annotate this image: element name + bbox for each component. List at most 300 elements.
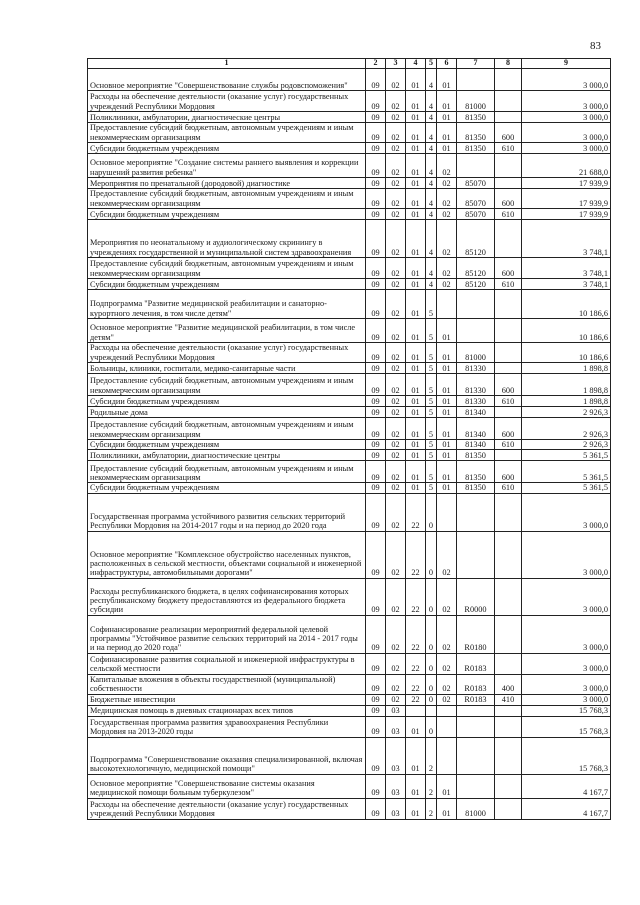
code-activity: 01 bbox=[437, 774, 457, 798]
code-subsection: 02 bbox=[386, 69, 406, 91]
code-subsection: 02 bbox=[386, 343, 406, 363]
code-expense-type bbox=[495, 178, 522, 189]
row-name: Основное мероприятие "Развитие медицинской реабилитации, в том числе детям" bbox=[88, 319, 366, 343]
code-activity: 01 bbox=[437, 396, 457, 407]
code-subprogram: 4 bbox=[426, 220, 437, 258]
code-expense-type: 610 bbox=[495, 483, 522, 493]
code-expense-type bbox=[495, 69, 522, 91]
code-expense-type: 600 bbox=[495, 123, 522, 143]
code-subsection: 02 bbox=[386, 407, 406, 418]
code-program bbox=[406, 705, 426, 716]
code-activity: 01 bbox=[437, 483, 457, 493]
code-activity bbox=[437, 705, 457, 716]
row-amount: 5 361,5 bbox=[522, 450, 611, 461]
code-subprogram: 4 bbox=[426, 123, 437, 143]
code-activity: 02 bbox=[437, 653, 457, 674]
code-subsection: 03 bbox=[386, 798, 406, 819]
code-subprogram: 4 bbox=[426, 112, 437, 123]
code-program: 22 bbox=[406, 578, 426, 615]
code-expense-type: 610 bbox=[495, 396, 522, 407]
code-section: 09 bbox=[366, 674, 386, 694]
code-section: 09 bbox=[366, 374, 386, 396]
row-amount: 3 000,0 bbox=[522, 694, 611, 705]
row-name: Предоставление субсидий бюджетным, автономным учреждениям и иным некоммерческим организациям bbox=[88, 189, 366, 209]
row-name: Расходы республиканского бюджета, в целях софинансирования которых республиканскому бюджету предоставляются из федерального бюджета субсидии bbox=[88, 578, 366, 615]
row-name: Основное мероприятие "Совершенствование системы оказания медицинской помощи больным туберкулезом" bbox=[88, 774, 366, 798]
code-direction bbox=[457, 493, 495, 531]
code-section: 09 bbox=[366, 694, 386, 705]
code-subprogram: 5 bbox=[426, 450, 437, 461]
code-activity bbox=[437, 290, 457, 319]
code-section: 09 bbox=[366, 531, 386, 578]
table-row bbox=[88, 705, 611, 716]
code-direction: 81330 bbox=[457, 374, 495, 396]
code-subprogram: 4 bbox=[426, 279, 437, 290]
code-section: 09 bbox=[366, 343, 386, 363]
code-direction bbox=[457, 319, 495, 343]
code-program: 01 bbox=[406, 290, 426, 319]
code-subprogram: 5 bbox=[426, 319, 437, 343]
code-section: 09 bbox=[366, 258, 386, 279]
code-activity: 02 bbox=[437, 674, 457, 694]
table-row bbox=[88, 694, 611, 705]
row-amount: 5 361,5 bbox=[522, 483, 611, 493]
code-section: 09 bbox=[366, 418, 386, 440]
code-activity: 01 bbox=[437, 343, 457, 363]
code-subsection: 02 bbox=[386, 290, 406, 319]
code-direction: 85120 bbox=[457, 279, 495, 290]
code-activity: 02 bbox=[437, 189, 457, 209]
code-subprogram: 0 bbox=[426, 674, 437, 694]
code-program: 22 bbox=[406, 531, 426, 578]
code-subprogram: 0 bbox=[426, 615, 437, 653]
row-amount: 10 186,6 bbox=[522, 290, 611, 319]
code-section: 09 bbox=[366, 123, 386, 143]
row-amount: 15 768,3 bbox=[522, 705, 611, 716]
code-activity: 02 bbox=[437, 258, 457, 279]
row-name: Больницы, клиники, госпитали, медико-санитарные части bbox=[88, 363, 366, 374]
row-name: Мероприятия по пренатальной (дородовой) диагностике bbox=[88, 178, 366, 189]
code-section: 09 bbox=[366, 209, 386, 220]
code-expense-type bbox=[495, 290, 522, 319]
code-expense-type: 610 bbox=[495, 209, 522, 220]
code-section: 09 bbox=[366, 493, 386, 531]
code-activity: 02 bbox=[437, 154, 457, 178]
row-amount: 3 000,0 bbox=[522, 674, 611, 694]
code-subprogram: 0 bbox=[426, 694, 437, 705]
code-subprogram: 0 bbox=[426, 716, 437, 737]
header-row bbox=[88, 59, 611, 69]
table-row bbox=[88, 396, 611, 407]
row-name: Основное мероприятие "Совершенствование службы родовспоможения" bbox=[88, 69, 366, 91]
code-direction: 81000 bbox=[457, 91, 495, 112]
table-row bbox=[88, 363, 611, 374]
code-expense-type: 600 bbox=[495, 461, 522, 483]
code-direction: 81000 bbox=[457, 798, 495, 819]
row-amount: 3 748,1 bbox=[522, 258, 611, 279]
row-name: Родильные дома bbox=[88, 407, 366, 418]
row-amount: 15 768,3 bbox=[522, 737, 611, 774]
table-row bbox=[88, 220, 611, 258]
code-subprogram: 4 bbox=[426, 154, 437, 178]
code-activity: 02 bbox=[437, 694, 457, 705]
code-expense-type bbox=[495, 578, 522, 615]
code-subsection: 03 bbox=[386, 774, 406, 798]
column-header: 7 bbox=[457, 59, 495, 69]
code-section: 09 bbox=[366, 450, 386, 461]
code-expense-type bbox=[495, 154, 522, 178]
column-header: 9 bbox=[522, 59, 611, 69]
table-row bbox=[88, 483, 611, 493]
row-name: Предоставление субсидий бюджетным, автономным учреждениям и иным некоммерческим организациям bbox=[88, 374, 366, 396]
code-subsection: 02 bbox=[386, 279, 406, 290]
code-section: 09 bbox=[366, 440, 386, 450]
code-subprogram: 5 bbox=[426, 483, 437, 493]
code-direction: 81340 bbox=[457, 440, 495, 450]
code-expense-type: 610 bbox=[495, 279, 522, 290]
code-program: 01 bbox=[406, 319, 426, 343]
table-row bbox=[88, 290, 611, 319]
code-direction: R0183 bbox=[457, 653, 495, 674]
row-name: Расходы на обеспечение деятельности (оказание услуг) государственных учреждений Республики Мордовия bbox=[88, 91, 366, 112]
code-program: 01 bbox=[406, 123, 426, 143]
code-expense-type bbox=[495, 774, 522, 798]
code-program: 01 bbox=[406, 418, 426, 440]
row-amount: 1 898,8 bbox=[522, 396, 611, 407]
row-amount: 3 000,0 bbox=[522, 69, 611, 91]
code-subsection: 02 bbox=[386, 694, 406, 705]
code-activity bbox=[437, 716, 457, 737]
code-subsection: 02 bbox=[386, 209, 406, 220]
row-name: Государственная программа развития здравоохранения Республики Мордовия на 2013-2020 годы bbox=[88, 716, 366, 737]
code-subprogram: 5 bbox=[426, 418, 437, 440]
code-subprogram: 4 bbox=[426, 178, 437, 189]
table-row bbox=[88, 69, 611, 91]
row-name: Предоставление субсидий бюджетным, автономным учреждениям и иным некоммерческим организациям bbox=[88, 123, 366, 143]
row-amount: 3 000,0 bbox=[522, 615, 611, 653]
code-activity: 02 bbox=[437, 615, 457, 653]
code-subsection: 02 bbox=[386, 91, 406, 112]
row-name: Субсидии бюджетным учреждениям bbox=[88, 209, 366, 220]
row-name: Расходы на обеспечение деятельности (оказание услуг) государственных учреждений Республики Мордовия bbox=[88, 798, 366, 819]
code-expense-type bbox=[495, 112, 522, 123]
code-activity bbox=[437, 493, 457, 531]
code-subprogram: 5 bbox=[426, 440, 437, 450]
code-section: 09 bbox=[366, 774, 386, 798]
code-program: 22 bbox=[406, 653, 426, 674]
code-direction: 81340 bbox=[457, 418, 495, 440]
row-amount: 2 926,3 bbox=[522, 440, 611, 450]
row-name: Предоставление субсидий бюджетным, автономным учреждениям и иным некоммерческим организациям bbox=[88, 258, 366, 279]
code-section: 09 bbox=[366, 91, 386, 112]
row-name: Бюджетные инвестиции bbox=[88, 694, 366, 705]
code-program: 01 bbox=[406, 774, 426, 798]
code-subsection: 02 bbox=[386, 154, 406, 178]
code-program: 01 bbox=[406, 440, 426, 450]
code-subprogram: 4 bbox=[426, 91, 437, 112]
table-row bbox=[88, 319, 611, 343]
code-program: 01 bbox=[406, 220, 426, 258]
row-name: Медицинская помощь в дневных стационарах всех типов bbox=[88, 705, 366, 716]
code-subsection: 02 bbox=[386, 674, 406, 694]
code-expense-type bbox=[495, 737, 522, 774]
page-number: 83 bbox=[590, 40, 601, 52]
code-program: 22 bbox=[406, 674, 426, 694]
row-amount: 3 000,0 bbox=[522, 143, 611, 154]
code-program: 01 bbox=[406, 716, 426, 737]
code-direction bbox=[457, 705, 495, 716]
code-direction: 81350 bbox=[457, 483, 495, 493]
code-subprogram: 0 bbox=[426, 493, 437, 531]
code-activity: 01 bbox=[437, 450, 457, 461]
code-activity: 01 bbox=[437, 461, 457, 483]
code-activity: 01 bbox=[437, 123, 457, 143]
row-name: Субсидии бюджетным учреждениям bbox=[88, 396, 366, 407]
code-direction: 81330 bbox=[457, 363, 495, 374]
code-expense-type bbox=[495, 220, 522, 258]
row-name: Предоставление субсидий бюджетным, автономным учреждениям и иным некоммерческим организациям bbox=[88, 418, 366, 440]
row-name: Подпрограмма "Совершенствование оказания специализированной, включая высокотехнологичную, медицинской помощи" bbox=[88, 737, 366, 774]
code-direction bbox=[457, 737, 495, 774]
code-section: 09 bbox=[366, 407, 386, 418]
code-subsection: 02 bbox=[386, 178, 406, 189]
code-program: 01 bbox=[406, 483, 426, 493]
row-amount: 17 939,9 bbox=[522, 189, 611, 209]
table-row bbox=[88, 112, 611, 123]
code-expense-type bbox=[495, 531, 522, 578]
table-row bbox=[88, 493, 611, 531]
table-body bbox=[88, 69, 611, 820]
code-activity: 01 bbox=[437, 91, 457, 112]
code-activity: 02 bbox=[437, 279, 457, 290]
row-amount: 1 898,8 bbox=[522, 374, 611, 396]
code-subprogram: 5 bbox=[426, 461, 437, 483]
code-direction: R0183 bbox=[457, 694, 495, 705]
row-name: Мероприятия по неонатальному и аудиологическому скринингу в учреждениях государственной и муниципальной систем здравоохранения bbox=[88, 220, 366, 258]
code-section: 09 bbox=[366, 290, 386, 319]
row-name: Софинансирование реализации мероприятий федеральной целевой программы "Устойчивое развитие сельских территорий на 2014 - 2017 годы и на период до 2020 года" bbox=[88, 615, 366, 653]
row-name: Субсидии бюджетным учреждениям bbox=[88, 440, 366, 450]
code-subprogram: 5 bbox=[426, 290, 437, 319]
code-section: 09 bbox=[366, 705, 386, 716]
code-activity: 01 bbox=[437, 407, 457, 418]
row-name: Основное мероприятие "Создание системы раннего выявления и коррекции нарушений развития ребенка" bbox=[88, 154, 366, 178]
row-name: Капитальные вложения в объекты государственной (муниципальной) собственности bbox=[88, 674, 366, 694]
row-name: Подпрограмма "Развитие медицинской реабилитации и санаторно-курортного лечения, в том числе детям" bbox=[88, 290, 366, 319]
code-program: 01 bbox=[406, 112, 426, 123]
code-subprogram: 5 bbox=[426, 407, 437, 418]
code-subprogram: 0 bbox=[426, 531, 437, 578]
code-expense-type: 600 bbox=[495, 418, 522, 440]
code-subsection: 02 bbox=[386, 483, 406, 493]
code-program: 22 bbox=[406, 694, 426, 705]
code-direction: 85070 bbox=[457, 209, 495, 220]
code-program: 01 bbox=[406, 154, 426, 178]
code-expense-type bbox=[495, 653, 522, 674]
row-amount: 17 939,9 bbox=[522, 209, 611, 220]
code-subsection: 03 bbox=[386, 737, 406, 774]
code-expense-type bbox=[495, 319, 522, 343]
code-subsection: 02 bbox=[386, 363, 406, 374]
code-subsection: 02 bbox=[386, 189, 406, 209]
code-activity: 02 bbox=[437, 209, 457, 220]
table-row bbox=[88, 258, 611, 279]
code-activity: 01 bbox=[437, 418, 457, 440]
code-subsection: 02 bbox=[386, 374, 406, 396]
code-subsection: 03 bbox=[386, 716, 406, 737]
code-activity: 01 bbox=[437, 798, 457, 819]
code-program: 01 bbox=[406, 91, 426, 112]
table-row bbox=[88, 154, 611, 178]
code-program: 22 bbox=[406, 493, 426, 531]
table-row bbox=[88, 418, 611, 440]
table-row bbox=[88, 407, 611, 418]
code-program: 01 bbox=[406, 189, 426, 209]
code-subprogram: 2 bbox=[426, 737, 437, 774]
code-section: 09 bbox=[366, 69, 386, 91]
table-row bbox=[88, 189, 611, 209]
row-amount: 1 898,8 bbox=[522, 363, 611, 374]
code-subprogram: 5 bbox=[426, 396, 437, 407]
code-activity: 01 bbox=[437, 69, 457, 91]
code-direction: R0000 bbox=[457, 578, 495, 615]
row-amount: 2 926,3 bbox=[522, 418, 611, 440]
code-program: 01 bbox=[406, 461, 426, 483]
table-row bbox=[88, 798, 611, 819]
code-direction: 81350 bbox=[457, 143, 495, 154]
column-header: 2 bbox=[366, 59, 386, 69]
row-amount: 3 000,0 bbox=[522, 493, 611, 531]
code-expense-type bbox=[495, 343, 522, 363]
row-amount: 15 768,3 bbox=[522, 716, 611, 737]
row-amount: 3 000,0 bbox=[522, 112, 611, 123]
table-row bbox=[88, 374, 611, 396]
code-subprogram bbox=[426, 705, 437, 716]
code-program: 01 bbox=[406, 363, 426, 374]
table-row bbox=[88, 143, 611, 154]
table-row bbox=[88, 440, 611, 450]
code-section: 09 bbox=[366, 279, 386, 290]
row-amount: 3 000,0 bbox=[522, 123, 611, 143]
code-direction bbox=[457, 531, 495, 578]
code-activity: 02 bbox=[437, 178, 457, 189]
column-header: 6 bbox=[437, 59, 457, 69]
code-subsection: 02 bbox=[386, 319, 406, 343]
code-activity: 02 bbox=[437, 220, 457, 258]
code-section: 09 bbox=[366, 112, 386, 123]
code-activity: 01 bbox=[437, 363, 457, 374]
code-expense-type bbox=[495, 407, 522, 418]
code-direction: 81350 bbox=[457, 123, 495, 143]
code-direction: 85070 bbox=[457, 178, 495, 189]
code-expense-type: 610 bbox=[495, 440, 522, 450]
code-subsection: 03 bbox=[386, 705, 406, 716]
table-row bbox=[88, 531, 611, 578]
code-section: 09 bbox=[366, 189, 386, 209]
code-expense-type: 610 bbox=[495, 143, 522, 154]
code-activity: 01 bbox=[437, 319, 457, 343]
code-program: 01 bbox=[406, 450, 426, 461]
table-row bbox=[88, 737, 611, 774]
code-section: 09 bbox=[366, 363, 386, 374]
code-expense-type: 600 bbox=[495, 258, 522, 279]
row-name: Поликлиники, амбулатории, диагностические центры bbox=[88, 450, 366, 461]
code-expense-type bbox=[495, 91, 522, 112]
code-program: 01 bbox=[406, 143, 426, 154]
code-direction bbox=[457, 716, 495, 737]
table-row bbox=[88, 774, 611, 798]
code-subprogram: 4 bbox=[426, 209, 437, 220]
code-expense-type: 600 bbox=[495, 374, 522, 396]
table-row bbox=[88, 91, 611, 112]
row-amount: 10 186,6 bbox=[522, 319, 611, 343]
code-subprogram: 0 bbox=[426, 578, 437, 615]
code-direction: 81340 bbox=[457, 407, 495, 418]
column-header: 8 bbox=[495, 59, 522, 69]
code-direction bbox=[457, 290, 495, 319]
code-section: 09 bbox=[366, 716, 386, 737]
code-program: 01 bbox=[406, 258, 426, 279]
code-direction: 85120 bbox=[457, 258, 495, 279]
row-amount: 3 748,1 bbox=[522, 279, 611, 290]
code-subsection: 02 bbox=[386, 653, 406, 674]
column-header: 3 bbox=[386, 59, 406, 69]
table-row bbox=[88, 716, 611, 737]
row-amount: 3 748,1 bbox=[522, 220, 611, 258]
code-subprogram: 4 bbox=[426, 69, 437, 91]
code-subprogram: 2 bbox=[426, 798, 437, 819]
code-program: 01 bbox=[406, 396, 426, 407]
code-subprogram: 5 bbox=[426, 363, 437, 374]
table-row bbox=[88, 578, 611, 615]
row-name: Основное мероприятие "Комплексное обустройство населенных пунктов, расположенных в сельской местности, объектами социальной и инженерной инфраструктуры, автомобильными дорогами" bbox=[88, 531, 366, 578]
code-section: 09 bbox=[366, 653, 386, 674]
code-activity bbox=[437, 737, 457, 774]
code-direction: 85120 bbox=[457, 220, 495, 258]
code-program: 01 bbox=[406, 374, 426, 396]
table-row bbox=[88, 209, 611, 220]
code-expense-type: 410 bbox=[495, 694, 522, 705]
row-amount: 21 688,0 bbox=[522, 154, 611, 178]
code-subsection: 02 bbox=[386, 143, 406, 154]
code-expense-type bbox=[495, 493, 522, 531]
code-subsection: 02 bbox=[386, 578, 406, 615]
code-direction bbox=[457, 774, 495, 798]
code-subprogram: 2 bbox=[426, 774, 437, 798]
code-activity: 02 bbox=[437, 578, 457, 615]
row-amount: 17 939,9 bbox=[522, 178, 611, 189]
row-amount: 3 000,0 bbox=[522, 91, 611, 112]
row-amount: 2 926,3 bbox=[522, 407, 611, 418]
code-subprogram: 4 bbox=[426, 258, 437, 279]
row-name: Софинансирование развития социальной и инженерной инфраструктуры в сельской местности bbox=[88, 653, 366, 674]
code-section: 09 bbox=[366, 615, 386, 653]
code-expense-type bbox=[495, 716, 522, 737]
code-direction bbox=[457, 69, 495, 91]
code-subprogram: 0 bbox=[426, 653, 437, 674]
code-section: 09 bbox=[366, 396, 386, 407]
row-amount: 3 000,0 bbox=[522, 578, 611, 615]
table-row bbox=[88, 615, 611, 653]
row-name: Поликлиники, амбулатории, диагностические центры bbox=[88, 112, 366, 123]
row-name: Субсидии бюджетным учреждениям bbox=[88, 483, 366, 493]
code-section: 09 bbox=[366, 578, 386, 615]
code-direction: 81350 bbox=[457, 461, 495, 483]
row-name: Расходы на обеспечение деятельности (оказание услуг) государственных учреждений Республики Мордовия bbox=[88, 343, 366, 363]
code-program: 01 bbox=[406, 798, 426, 819]
code-direction: 81000 bbox=[457, 343, 495, 363]
code-expense-type bbox=[495, 363, 522, 374]
